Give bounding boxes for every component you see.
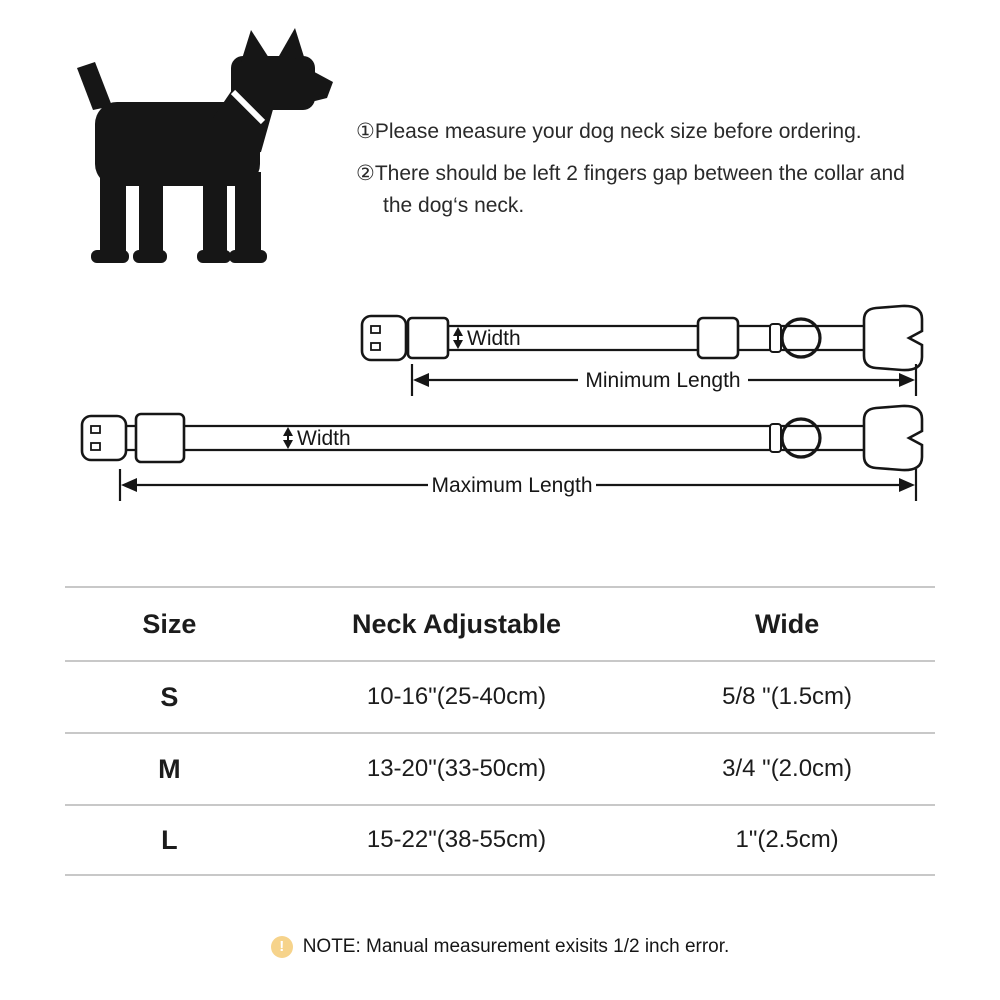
buckle-male-icon [82, 416, 126, 460]
instruction-2-text: There should be left 2 fingers gap between the collar and the dog‘s neck. [374, 161, 905, 218]
width-arrow-max [283, 427, 293, 449]
column-header-neck-adjustable: Neck Adjustable [351, 608, 562, 639]
dog-paw [91, 250, 129, 263]
d-ring-icon [782, 419, 820, 457]
instruction-2-number: ② [356, 161, 375, 185]
instruction-1-number: ① [356, 120, 375, 143]
column-header-wide: Wide [754, 608, 820, 639]
size-value: S [160, 681, 179, 712]
width-label-max: Width [297, 427, 351, 450]
buckle-female-icon [864, 306, 922, 370]
column-header-size: Size [142, 608, 197, 639]
table-row-l [65, 804, 935, 876]
strap-loop [770, 424, 781, 452]
buckle-slot [371, 343, 380, 350]
buckle-male-icon [362, 316, 406, 360]
collar-diagram-max [82, 406, 922, 470]
slider-square-icon [408, 318, 448, 358]
strap-loop [770, 324, 781, 352]
dog-paw [133, 250, 167, 263]
dog-silhouette-illustration [55, 22, 335, 277]
buckle-slot [91, 426, 100, 433]
dog-leg [203, 174, 227, 262]
dog-ear [241, 30, 269, 62]
collar-diagram-min [362, 306, 922, 370]
collar-size-diagram [0, 293, 1000, 515]
buckle-slot [371, 326, 380, 333]
neck-value: 13-20"(33-50cm) [366, 755, 547, 782]
neck-value: 15-22"(38-55cm) [366, 826, 547, 853]
d-ring-icon [782, 319, 820, 357]
size-table [65, 586, 935, 876]
dog-leg [139, 174, 163, 262]
neck-value: 10-16"(25-40cm) [366, 683, 547, 710]
dog-leg [100, 172, 126, 262]
dog-paw [229, 250, 267, 263]
wide-value: 1"(2.5cm) [735, 826, 839, 853]
exclamation-icon: ! [271, 936, 293, 958]
max-length-label: Maximum Length [431, 474, 593, 497]
dog-tail [77, 62, 112, 110]
table-row-m [65, 732, 935, 804]
min-length-label: Minimum Length [585, 369, 741, 392]
dog-paw [197, 250, 231, 263]
slider-square-icon [136, 414, 184, 462]
instruction-1 [356, 116, 908, 149]
triglide-square-icon [698, 318, 738, 358]
dog-ear [279, 28, 305, 60]
instruction-2 [356, 158, 908, 223]
dog-leg [235, 172, 261, 262]
buckle-female-icon [864, 406, 922, 470]
buckle-slot [91, 443, 100, 450]
measuring-instructions [356, 116, 908, 232]
width-arrow-min [453, 327, 463, 349]
note-text: NOTE: Manual measurement exisits 1/2 inch error. [302, 936, 730, 957]
size-value: L [161, 824, 178, 855]
width-label-min: Width [467, 327, 521, 350]
wide-value: 3/4 "(2.0cm) [722, 755, 853, 782]
wide-value: 5/8 "(1.5cm) [722, 683, 853, 710]
size-table-header-row [65, 586, 935, 660]
dog-muzzle [303, 68, 333, 104]
size-value: M [158, 753, 181, 784]
table-row-s [65, 660, 935, 732]
instruction-1-text: Please measure your dog neck size before ordering. [374, 120, 862, 143]
measurement-note [0, 936, 1000, 958]
